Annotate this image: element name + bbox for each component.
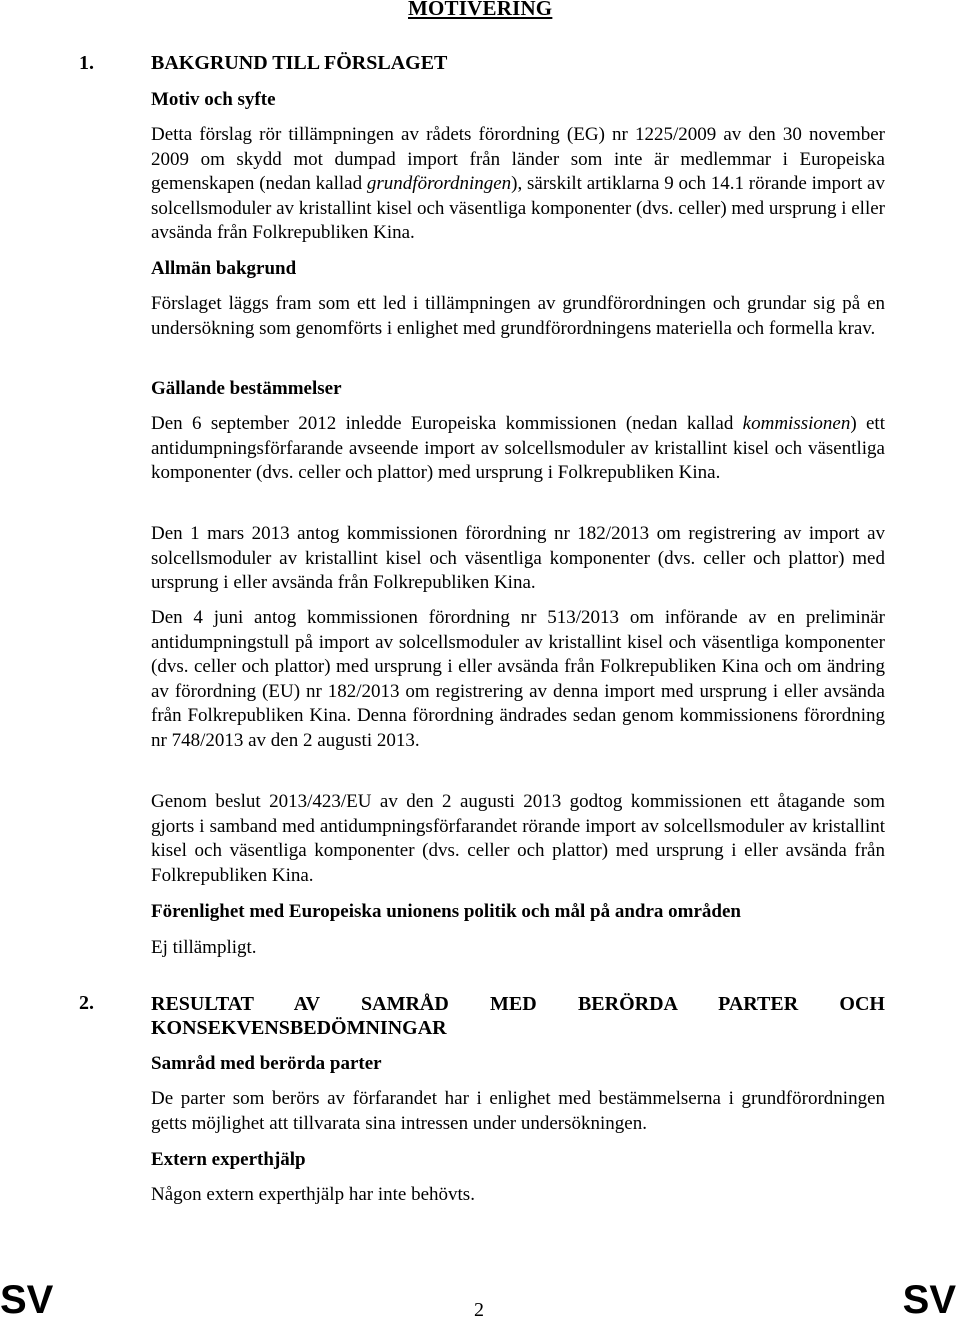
section-number: 1. <box>79 52 94 74</box>
footer-page-number: 2 <box>474 1299 484 1321</box>
section-number: 2. <box>79 992 94 1014</box>
page-title: MOTIVERING <box>408 0 553 20</box>
subsection-heading: Extern experthjälp <box>151 1149 306 1170</box>
defined-term: kommissionen <box>742 413 851 434</box>
paragraph <box>151 123 885 246</box>
paragraph: De parter som berörs av förfarandet har i enlighet med bestämmelserna i grundförordningen getts möjlighet att tillvarata sina intressen under undersökningen. <box>151 1088 885 1134</box>
section-heading-line2: KONSEKVENSBEDÖMNINGAR <box>151 1017 447 1039</box>
subsection-heading: Gällande bestämmelser <box>151 378 342 399</box>
paragraph-text: Detta förslag rör tillämpningen av rådets förordning (EG) nr 1225/2009 av den 30 november 2009 om skydd mot dumpad import från länder som inte är medlemmar i Europeiska gemenskapen (nedan kallad <box>151 124 885 195</box>
paragraph: Någon extern experthjälp har inte behövts. <box>151 1184 475 1205</box>
section-heading: BAKGRUND TILL FÖRSLAGET <box>151 52 448 74</box>
footer-language-left: SV <box>0 1278 54 1322</box>
subsection-heading: Förenlighet med Europeiska unionens politik och mål på andra områden <box>151 901 741 922</box>
paragraph: Den 1 mars 2013 antog kommissionen förordning nr 182/2013 om registrering av import av solcellsmoduler av kristallint kisel och väsentliga komponenter (dvs. celler och plattor) med ursprung i eller avsända från Folkrepubliken Kina. <box>151 523 885 594</box>
paragraph <box>151 412 885 486</box>
paragraph: Den 4 juni antog kommissionen förordning nr 513/2013 om införande av en preliminär antidumpningstull på import av solcellsmoduler av kristallint kisel och väsentliga komponenter (dvs. celler och plattor) med ursprung i eller avsända från Folkrepubliken Kina och om ändring av förordning (EU) nr 182/2013 om registrering av denna import med ursprung i eller avsända från Folkrepubliken Kina. Denna förordning ändrades sedan genom kommissionens förordning nr 748/2013 av den 2 augusti 2013. <box>151 607 885 751</box>
paragraph: Förslaget läggs fram som ett led i tillämpningen av grundförordningen och grundar sig på en undersökning som genomförts i enlighet med grundförordningens materiella och formella krav. <box>151 293 885 339</box>
section-heading-line1: RESULTAT AV SAMRÅD MED BERÖRDA PARTER OCH <box>151 993 885 1015</box>
paragraph: Ej tillämpligt. <box>151 937 257 958</box>
paragraph-text: ), särskilt artiklarna 9 och 14.1 rörande import av solcellsmoduler av kristallint kisel och väsentliga komponenter (dvs. celler) med ursprung i eller avsända från Folkrepubliken Kina. <box>151 173 885 244</box>
defined-term: grundförordningen <box>366 173 512 195</box>
subsection-heading: Samråd med berörda parter <box>151 1053 382 1074</box>
paragraph-text: ) ett antidumpningsförfarande avseende import av solcellsmoduler av kristallint kisel och väsentliga komponenter (dvs. celler och plattor) med ursprung i Folkrepubliken Kina. <box>151 413 885 484</box>
subsection-heading: Motiv och syfte <box>151 89 276 110</box>
paragraph-text: Den 6 september 2012 inledde Europeiska kommissionen (nedan kallad <box>151 413 743 434</box>
paragraph: Genom beslut 2013/423/EU av den 2 augusti 2013 godtog kommissionen ett åtagande som gjorts i samband med antidumpningsförfarandet rörande import av solcellsmoduler av kristallint kisel och väsentliga komponenter (dvs. celler och plattor) med ursprung i eller avsända från Folkrepubliken Kina. <box>151 791 885 886</box>
subsection-heading: Allmän bakgrund <box>151 258 297 279</box>
footer-language-right: SV <box>902 1278 956 1322</box>
